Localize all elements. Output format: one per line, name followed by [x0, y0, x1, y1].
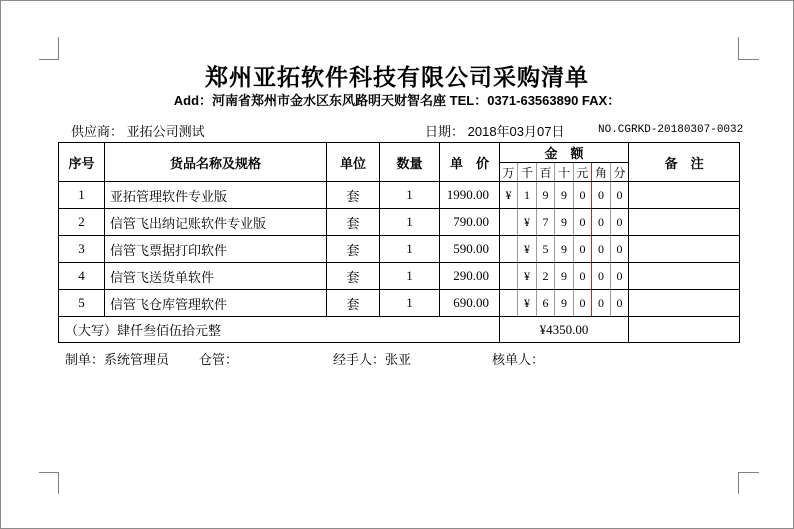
amount-digit: 9 [555, 209, 574, 236]
amount-digit: ¥ [500, 182, 518, 209]
row-price: 690.00 [440, 290, 500, 317]
header-digit-jiao: 角 [592, 163, 611, 182]
total-in-words: （大写）肆仟叁佰伍拾元整 [59, 317, 500, 343]
row-unit: 套 [327, 236, 380, 263]
date-label: 日期： [425, 124, 465, 139]
amount-digit: 9 [555, 182, 574, 209]
header-remark: 备 注 [629, 143, 740, 182]
row-remark [629, 236, 740, 263]
amount-digit: 9 [537, 182, 555, 209]
amount-digit: 5 [537, 236, 555, 263]
header-digit-wan: 万 [500, 163, 518, 182]
amount-digit: 0 [611, 209, 629, 236]
amount-digit: 6 [537, 290, 555, 317]
table-row [59, 290, 740, 317]
row-seq: 5 [59, 290, 105, 317]
header-digit-shi: 十 [555, 163, 574, 182]
handler-field [333, 349, 411, 368]
checker-label: 核单人： [492, 352, 545, 367]
amount-digit: 0 [611, 182, 629, 209]
supplier-value: 亚拓公司测试 [126, 124, 205, 139]
row-qty: 1 [380, 236, 440, 263]
row-remark [629, 182, 740, 209]
header-digit-yuan: 元 [574, 163, 592, 182]
amount-digit: 0 [592, 263, 611, 290]
amount-digit: ¥ [518, 236, 537, 263]
supplier-field [71, 121, 205, 140]
row-unit: 套 [327, 209, 380, 236]
amount-digit: 9 [555, 263, 574, 290]
row-name: 信管飞票据打印软件 [105, 236, 327, 263]
row-price: 790.00 [440, 209, 500, 236]
row-unit: 套 [327, 182, 380, 209]
amount-digit: 0 [574, 236, 592, 263]
warehouse-label: 仓管： [199, 352, 239, 367]
total-row [59, 317, 740, 343]
company-address-line: Add：河南省郑州市金水区东风路明天财智名座 TEL：0371-63563890 FAX： [173, 93, 621, 108]
amount-digit [500, 209, 518, 236]
total-amount: ¥4350.00 [500, 317, 629, 343]
row-name: 信管飞出纳记账软件专业版 [105, 209, 327, 236]
row-remark [629, 209, 740, 236]
amount-digit [500, 263, 518, 290]
header-unit: 单位 [327, 143, 380, 182]
row-remark [629, 290, 740, 317]
amount-digit: 0 [574, 182, 592, 209]
amount-digit: 0 [611, 290, 629, 317]
row-seq: 4 [59, 263, 105, 290]
amount-digit: 0 [592, 209, 611, 236]
checker-field [492, 349, 544, 368]
maker-field [65, 349, 169, 368]
total-remark [629, 317, 740, 343]
amount-digit: 0 [592, 182, 611, 209]
date-value: 2018年03月07日 [467, 124, 565, 139]
amount-digit: 9 [555, 236, 574, 263]
table-header-row [59, 143, 740, 163]
signature-row [1, 349, 793, 365]
amount-digit: 0 [592, 290, 611, 317]
row-seq: 3 [59, 236, 105, 263]
amount-digit: 7 [537, 209, 555, 236]
row-seq: 1 [59, 182, 105, 209]
amount-digit [500, 236, 518, 263]
table-row [59, 182, 740, 209]
table-row [59, 209, 740, 236]
amount-digit [500, 290, 518, 317]
row-name: 信管飞仓库管理软件 [105, 290, 327, 317]
purchase-table [58, 142, 740, 343]
row-remark [629, 263, 740, 290]
amount-digit: 0 [611, 263, 629, 290]
crop-mark-top-right [738, 37, 759, 60]
amount-digit: 1 [518, 182, 537, 209]
header-price: 单 价 [440, 143, 500, 182]
header-amount: 金 额 [500, 143, 629, 163]
row-price: 290.00 [440, 263, 500, 290]
handler-label: 经手人： [333, 352, 386, 367]
amount-digit: 0 [574, 290, 592, 317]
supplier-label: 供应商： [71, 124, 124, 139]
row-name: 亚拓管理软件专业版 [105, 182, 327, 209]
amount-digit: 2 [537, 263, 555, 290]
row-qty: 1 [380, 209, 440, 236]
table-row [59, 236, 740, 263]
header-qty: 数量 [380, 143, 440, 182]
maker-value: 系统管理员 [104, 352, 170, 367]
crop-mark-bottom-left [39, 472, 59, 494]
amount-digit: ¥ [518, 263, 537, 290]
table-row [59, 263, 740, 290]
info-row [1, 121, 793, 137]
row-unit: 套 [327, 263, 380, 290]
crop-mark-bottom-right [738, 472, 759, 494]
row-qty: 1 [380, 263, 440, 290]
crop-mark-top-left [39, 37, 59, 60]
amount-digit: ¥ [518, 209, 537, 236]
row-seq: 2 [59, 209, 105, 236]
row-qty: 1 [380, 182, 440, 209]
row-qty: 1 [380, 290, 440, 317]
header-seq: 序号 [59, 143, 105, 182]
warehouse-keeper-field [199, 349, 238, 368]
header-digit-bai: 百 [537, 163, 555, 182]
date-field [425, 121, 564, 140]
header-digit-qian: 千 [518, 163, 537, 182]
document-number: NO.CGRKD-20180307-0032 [598, 124, 744, 136]
row-price: 1990.00 [440, 182, 500, 209]
row-unit: 套 [327, 290, 380, 317]
amount-digit: 0 [592, 236, 611, 263]
amount-digit: 0 [574, 209, 592, 236]
amount-digit: 0 [611, 236, 629, 263]
amount-digit: ¥ [518, 290, 537, 317]
page-title: 郑州亚拓软件科技有限公司采购清单 [205, 64, 589, 90]
handler-value: 张亚 [385, 352, 412, 367]
amount-digit: 9 [555, 290, 574, 317]
row-name: 信管飞送货单软件 [105, 263, 327, 290]
amount-digit: 0 [574, 263, 592, 290]
row-price: 590.00 [440, 236, 500, 263]
header-name: 货品名称及规格 [105, 143, 327, 182]
maker-label: 制单： [65, 352, 105, 367]
header-digit-fen: 分 [611, 163, 629, 182]
